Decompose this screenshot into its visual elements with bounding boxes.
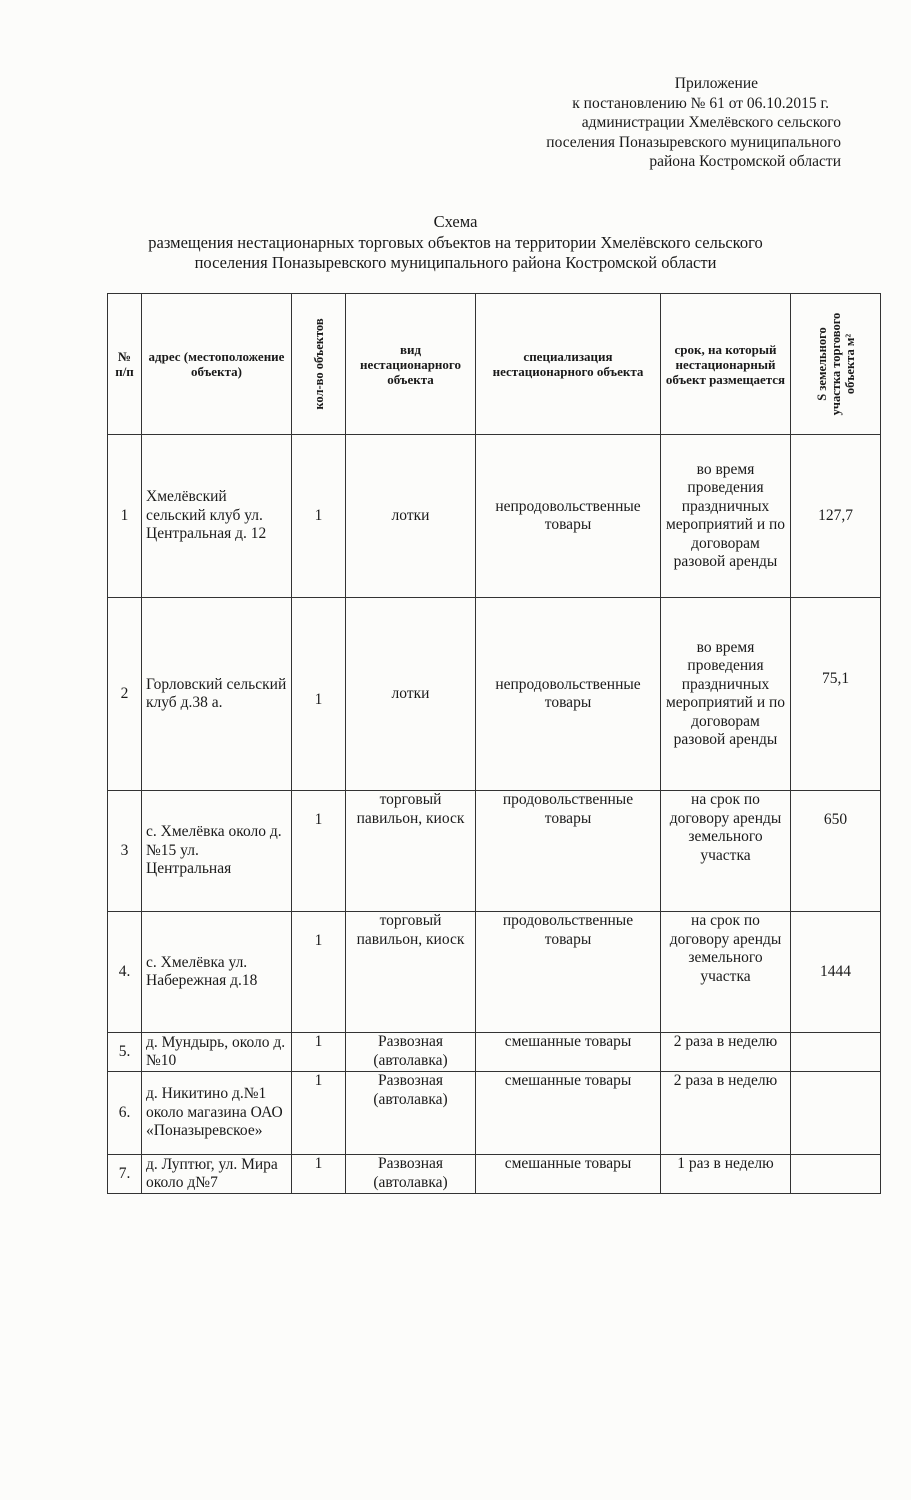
cell-num: 2 (108, 598, 142, 791)
cell-type: торговый павильон, киоск (346, 791, 476, 912)
cell-term: во время проведения праздничных мероприятий и по договорам разовой аренды (661, 435, 791, 598)
cell-type: Развозная (автолавка) (346, 1155, 476, 1194)
cell-type: лотки (346, 435, 476, 598)
header-num: № п/п (108, 294, 142, 435)
cell-spec: смешанные товары (476, 1072, 661, 1155)
cell-spec: смешанные товары (476, 1033, 661, 1072)
appendix-line: администрации Хмелёвского сельского (581, 114, 841, 131)
cell-spec: смешанные товары (476, 1155, 661, 1194)
title-line: размещения нестационарных торговых объектов на территории Хмелёвского сельского (148, 232, 763, 252)
header-area-label: S земельного участка торгового объекта м² (814, 312, 857, 416)
header-qty (292, 294, 346, 435)
cell-qty: 1 (292, 598, 346, 791)
cell-address: Горловский сельский клуб д.38 а. (142, 598, 292, 791)
cell-qty: 1 (292, 1072, 346, 1155)
cell-qty: 1 (292, 912, 346, 1033)
cell-term: 2 раза в неделю (661, 1072, 791, 1155)
cell-num: 6. (108, 1072, 142, 1155)
cell-type: Развозная (автолавка) (346, 1033, 476, 1072)
header-spec: специализация нестационарного объекта (476, 294, 661, 435)
document-title (0, 212, 911, 274)
header-address: адрес (местоположение объекта) (142, 294, 292, 435)
cell-area: 650 (791, 791, 881, 912)
cell-address: д. Луптюг, ул. Мира около д№7 (142, 1155, 292, 1194)
cell-type: лотки (346, 598, 476, 791)
title-line: Схема (433, 212, 478, 231)
table-row (108, 1033, 881, 1072)
appendix-block (546, 74, 841, 172)
cell-address: с. Хмелёвка ул. Набережная д.18 (142, 912, 292, 1033)
cell-area (791, 1155, 881, 1194)
cell-area (791, 1072, 881, 1155)
table-row (108, 1072, 881, 1155)
cell-spec: непродовольственные товары (476, 598, 661, 791)
cell-address: д. Никитино д.№1 около магазина ОАО «Поназыревское» (142, 1072, 292, 1155)
cell-address: Хмелёвский сельский клуб ул. Центральная д. 12 (142, 435, 292, 598)
header-area (791, 294, 881, 435)
cell-type: Развозная (автолавка) (346, 1072, 476, 1155)
cell-term: 1 раз в неделю (661, 1155, 791, 1194)
table-row (108, 435, 881, 598)
table-row (108, 791, 881, 912)
cell-qty: 1 (292, 1155, 346, 1194)
cell-num: 4. (108, 912, 142, 1033)
header-row (108, 294, 881, 435)
cell-area (791, 1033, 881, 1072)
title-line: поселения Поназыревского муниципального района Костромской области (194, 253, 717, 272)
cell-qty: 1 (292, 791, 346, 912)
cell-num: 5. (108, 1033, 142, 1072)
header-type: вид нестационарного объекта (346, 294, 476, 435)
header-qty-label: кол-во объектов (311, 318, 326, 410)
cell-spec: продовольственные товары (476, 912, 661, 1033)
cell-num: 1 (108, 435, 142, 598)
appendix-line: района Костромской области (649, 153, 841, 170)
appendix-line: Приложение (674, 75, 758, 92)
cell-term: во время проведения праздничных мероприятий и по договорам разовой аренды (661, 598, 791, 791)
placement-table (107, 293, 881, 1194)
appendix-line: к постановлению № 61 от 06.10.2015 г. (572, 94, 829, 112)
table-row (108, 1155, 881, 1194)
cell-num: 7. (108, 1155, 142, 1194)
table-row (108, 912, 881, 1033)
cell-num: 3 (108, 791, 142, 912)
cell-term: на срок по договору аренды земельного участка (661, 912, 791, 1033)
cell-area: 127,7 (791, 435, 881, 598)
cell-address: д. Мундырь, около д.№10 (142, 1033, 292, 1072)
appendix-line: поселения Поназыревского муниципального (546, 133, 841, 151)
cell-area: 75,1 (791, 598, 881, 791)
header-term: срок, на который нестационарный объект размещается (661, 294, 791, 435)
cell-term: на срок по договору аренды земельного участка (661, 791, 791, 912)
cell-type: торговый павильон, киоск (346, 912, 476, 1033)
cell-spec: непродовольственные товары (476, 435, 661, 598)
cell-qty: 1 (292, 435, 346, 598)
cell-area: 1444 (791, 912, 881, 1033)
cell-qty: 1 (292, 1033, 346, 1072)
cell-term: 2 раза в неделю (661, 1033, 791, 1072)
cell-address: с. Хмелёвка около д. №15 ул. Центральная (142, 791, 292, 912)
table-row (108, 598, 881, 791)
cell-spec: продовольственные товары (476, 791, 661, 912)
